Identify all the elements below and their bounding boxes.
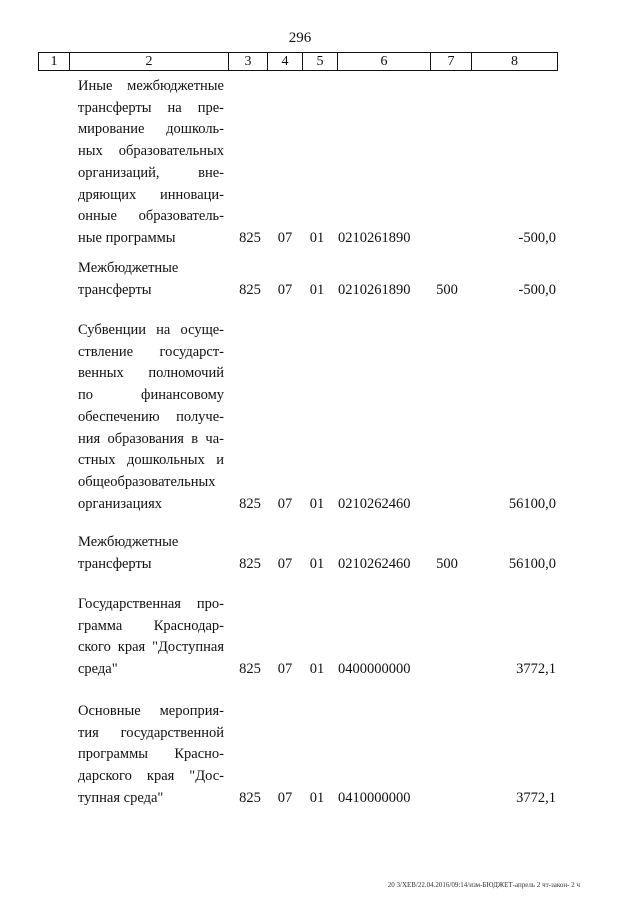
description-line: онные образователь- xyxy=(78,208,224,225)
cell-c6: 0210262460 xyxy=(338,495,411,512)
footer-stamp: 20 3/ХЕВ/22.04.2016/09:14/изм-БЮДЖЕТ-апрель 2 чт-закон- 2 ч xyxy=(387,881,580,889)
description-line: дряющих инноваци- xyxy=(78,186,224,203)
description-line: по финансовому xyxy=(78,387,224,404)
description-line: ния образования в ча- xyxy=(78,430,224,447)
cell-c7: 500 xyxy=(436,555,458,572)
description-line: ствление государст- xyxy=(78,343,224,360)
description-line: среда" xyxy=(78,661,118,678)
cell-c5: 01 xyxy=(309,789,325,806)
table-row xyxy=(0,320,640,515)
description-line: тия государственной xyxy=(78,724,224,741)
cell-c8: 3772,1 xyxy=(516,661,556,678)
description-line: организациях xyxy=(78,495,163,512)
cell-c5: 01 xyxy=(309,495,325,512)
description-line: общеобразовательных xyxy=(78,473,216,490)
cell-c5: 01 xyxy=(309,281,325,298)
row-description xyxy=(78,76,224,250)
col-header-7: 7 xyxy=(431,53,472,71)
table-row xyxy=(0,76,640,250)
cell-c3: 825 xyxy=(239,789,261,806)
description-line: трансферты на пре- xyxy=(78,99,224,116)
description-line: трансферты xyxy=(78,555,152,572)
col-header-1: 1 xyxy=(39,53,70,71)
cell-c6: 0210262460 xyxy=(338,555,411,572)
cell-c5: 01 xyxy=(309,229,325,246)
cell-c5: 01 xyxy=(309,661,325,678)
cell-c4: 07 xyxy=(277,555,293,572)
description-line: стных дошкольных и xyxy=(78,452,224,469)
cell-c3: 825 xyxy=(239,555,261,572)
cell-c8: 56100,0 xyxy=(508,495,556,512)
description-line: Иные межбюджетные xyxy=(78,78,224,94)
cell-c6: 0210261890 xyxy=(338,281,411,298)
row-description xyxy=(78,701,224,810)
col-header-6: 6 xyxy=(338,53,431,71)
table-row xyxy=(0,532,640,575)
cell-c8: 56100,0 xyxy=(508,555,556,572)
table-row xyxy=(0,258,640,301)
cell-c3: 825 xyxy=(239,229,261,246)
cell-c4: 07 xyxy=(277,229,293,246)
description-line: ные программы xyxy=(78,229,176,246)
cell-c8: -500,0 xyxy=(518,229,556,246)
cell-c4: 07 xyxy=(277,495,293,512)
description-line: Межбюджетные xyxy=(78,260,179,276)
description-line: Субвенции на осуще- xyxy=(78,322,224,338)
row-description xyxy=(78,594,224,681)
description-line: Государственная про- xyxy=(78,596,224,612)
page-number: 296 xyxy=(288,30,312,46)
cell-c3: 825 xyxy=(239,281,261,298)
description-line: ского края "Доступная xyxy=(78,639,224,656)
cell-c4: 07 xyxy=(277,789,293,806)
table-row xyxy=(0,701,640,810)
description-line: грамма Краснодар- xyxy=(78,617,224,634)
cell-c4: 07 xyxy=(277,281,293,298)
description-line: Основные мероприя- xyxy=(78,703,224,719)
col-header-2: 2 xyxy=(70,53,229,71)
cell-c6: 0400000000 xyxy=(338,661,411,678)
description-line: программы Красно- xyxy=(78,746,224,763)
description-line: ных образовательных xyxy=(78,143,224,160)
description-line: обеспечению получе- xyxy=(78,408,224,425)
row-description xyxy=(78,320,224,515)
description-line: дарского края "Дос- xyxy=(78,768,224,785)
col-header-3: 3 xyxy=(229,53,268,71)
description-line: мирование дошколь- xyxy=(78,121,224,138)
cell-c5: 01 xyxy=(309,555,325,572)
row-description xyxy=(78,258,224,301)
description-line: венных полномочий xyxy=(78,365,224,382)
cell-c8: 3772,1 xyxy=(516,789,556,806)
cell-c6: 0410000000 xyxy=(338,789,411,806)
description-line: трансферты xyxy=(78,281,152,298)
col-header-4: 4 xyxy=(268,53,303,71)
description-line: тупная среда" xyxy=(78,789,164,806)
row-description xyxy=(78,532,224,575)
cell-c3: 825 xyxy=(239,495,261,512)
col-header-8: 8 xyxy=(472,53,558,71)
cell-c4: 07 xyxy=(277,661,293,678)
cell-c7: 500 xyxy=(436,281,458,298)
cell-c6: 0210261890 xyxy=(338,229,411,246)
cell-c3: 825 xyxy=(239,661,261,678)
description-line: Межбюджетные xyxy=(78,534,179,550)
description-line: организаций, вне- xyxy=(78,164,224,181)
cell-c8: -500,0 xyxy=(518,281,556,298)
col-header-5: 5 xyxy=(303,53,338,71)
table-row xyxy=(0,594,640,681)
